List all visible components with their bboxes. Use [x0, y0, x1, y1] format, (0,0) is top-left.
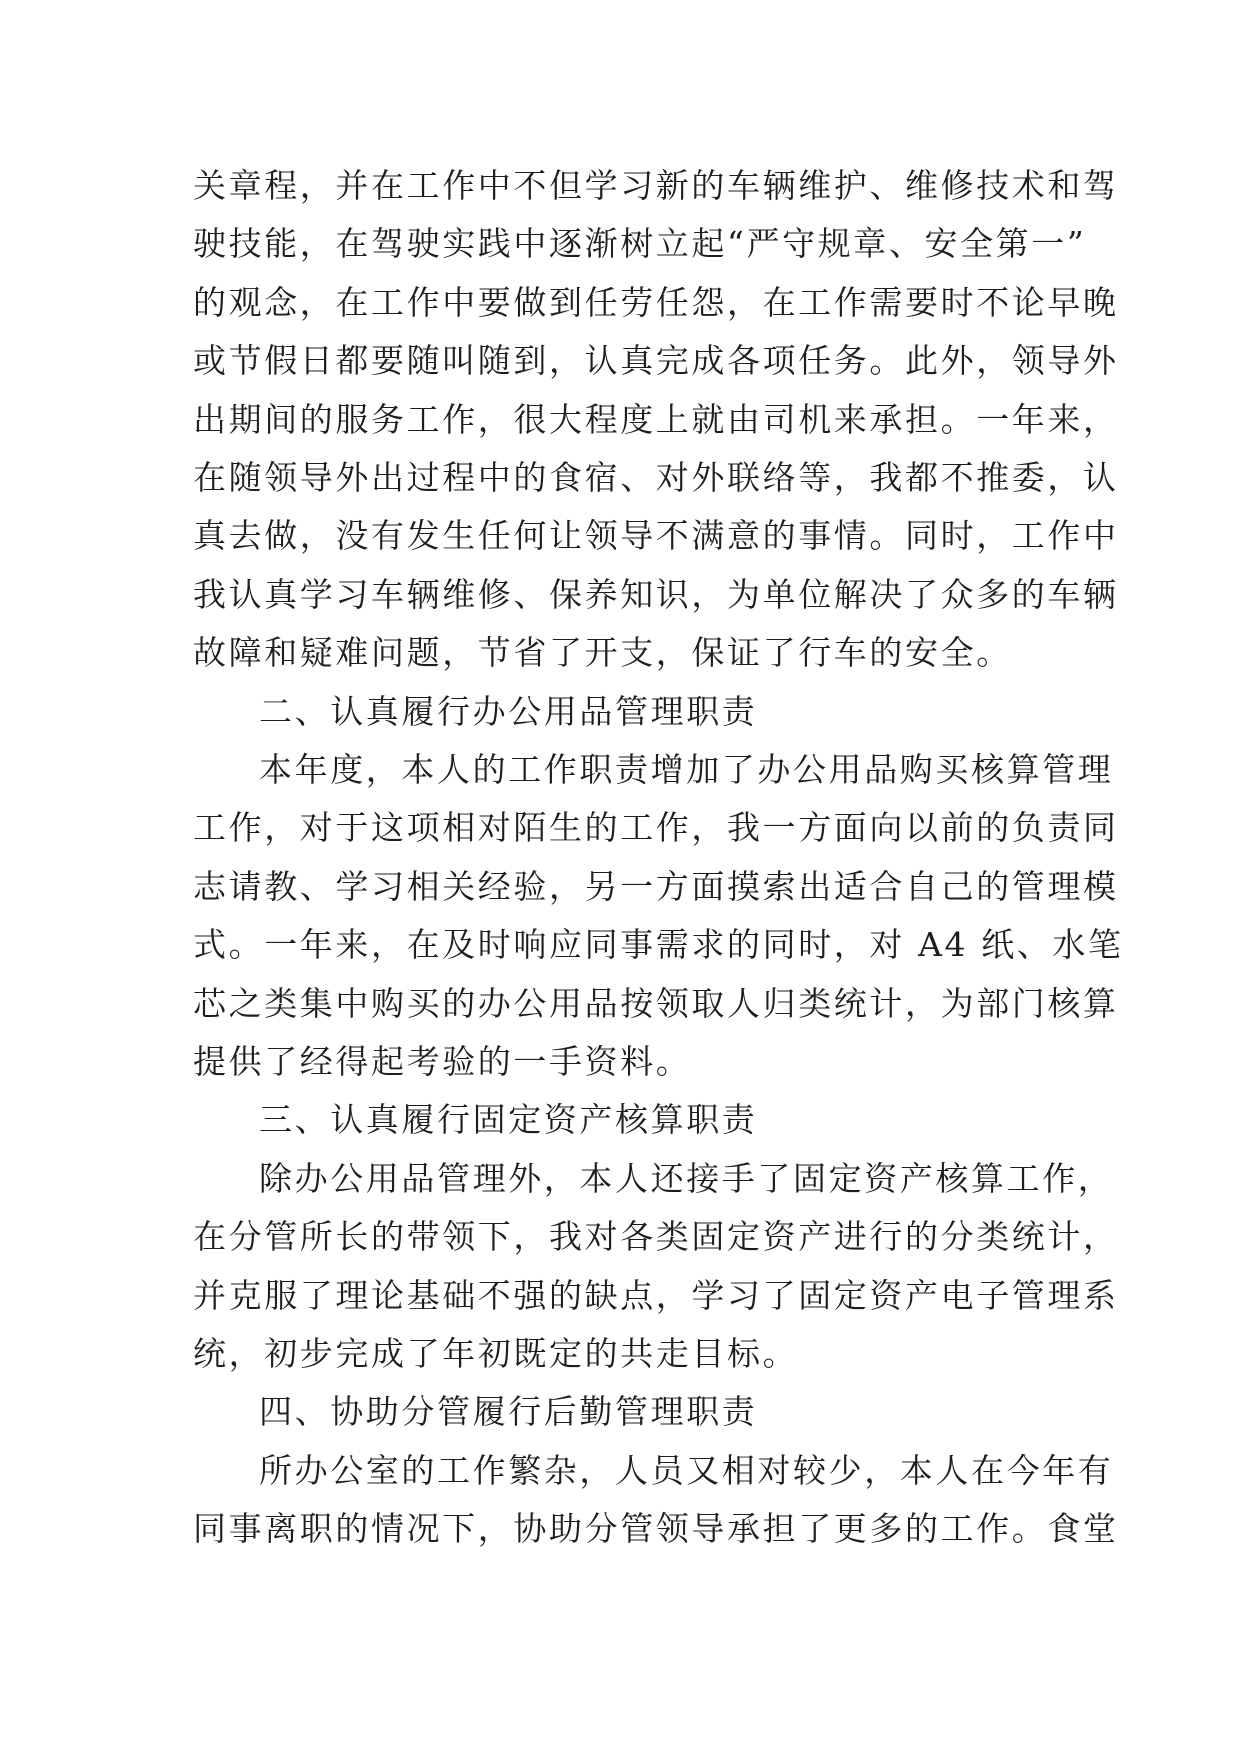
paragraph-line: 驶技能，在驾驶实践中逐渐树立起“严守规章、安全第一”	[193, 224, 1087, 263]
paragraph-line: 真去做，没有发生任何让领导不满意的事情。同时，工作中	[193, 516, 1119, 555]
paragraph-line: 同事离职的情况下，协助分管领导承担了更多的工作。食堂	[193, 1509, 1119, 1548]
section-heading: 二、认真履行办公用品管理职责	[259, 692, 758, 731]
paragraph-line: 统，初步完成了年初既定的共走目标。	[193, 1334, 799, 1373]
section-heading: 三、认真履行固定资产核算职责	[259, 1100, 758, 1139]
paragraph-line: 的观念，在工作中要做到任劳任怨，在工作需要时不论早晚	[193, 283, 1119, 322]
paragraph-line: 我认真学习车辆维修、保养知识，为单位解决了众多的车辆	[193, 575, 1119, 614]
paragraph-line: 出期间的服务工作，很大程度上就由司机来承担。一年来，	[193, 400, 1119, 439]
paragraph-line: 所办公室的工作繁杂，人员又相对较少，本人在今年有	[259, 1451, 1114, 1490]
paragraph-line: 芯之类集中购买的办公用品按领取人归类统计，为部门核算	[193, 984, 1119, 1023]
paragraph-line: 故障和疑难问题，节省了开支，保证了行车的安全。	[193, 633, 1012, 672]
paragraph-line: 在随领导外出过程中的食宿、对外联络等，我都不推委，认	[193, 458, 1119, 497]
paragraph-line: 关章程，并在工作中不但学习新的车辆维护、维修技术和驾	[193, 166, 1119, 205]
section-heading: 四、协助分管履行后勤管理职责	[259, 1392, 758, 1431]
paragraph-line: 工作，对于这项相对陌生的工作，我一方面向以前的负责同	[193, 808, 1119, 847]
paragraph-line: 并克服了理论基础不强的缺点，学习了固定资产电子管理系	[193, 1276, 1119, 1315]
paragraph-line: 本年度，本人的工作职责增加了办公用品购买核算管理	[259, 750, 1114, 789]
paragraph-line: 式。一年来，在及时响应同事需求的同时，对 A4 纸、水笔	[193, 925, 1124, 964]
paragraph-line: 除办公用品管理外，本人还接手了固定资产核算工作，	[259, 1159, 1114, 1198]
paragraph-line: 提供了经得起考验的一手资料。	[193, 1042, 692, 1081]
paragraph-line: 在分管所长的带领下，我对各类固定资产进行的分类统计，	[193, 1217, 1119, 1256]
paragraph-line: 志请教、学习相关经验，另一方面摸索出适合自己的管理模	[193, 867, 1119, 906]
paragraph-line: 或节假日都要随叫随到，认真完成各项任务。此外，领导外	[193, 341, 1119, 380]
